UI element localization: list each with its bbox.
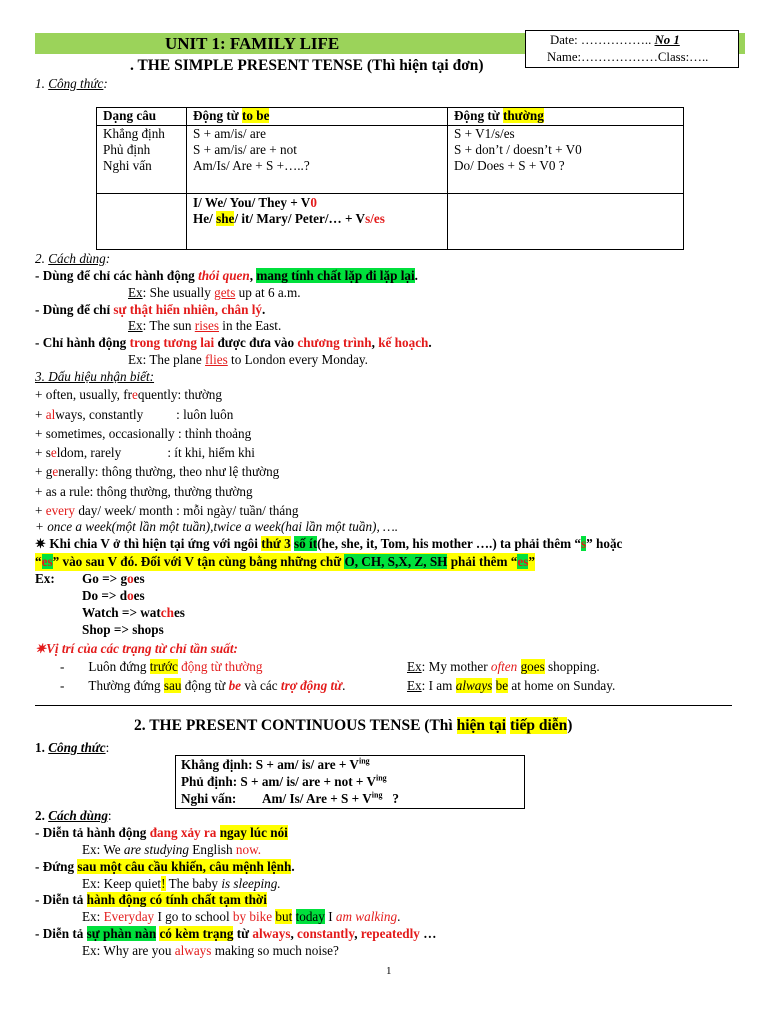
- signal-7: + every day/ week/ month : mỗi ngày/ tuần/ tháng: [35, 503, 299, 518]
- pc-usage-2: - Đứng sau một câu cầu khiến, câu mệnh lệnh.: [35, 859, 295, 874]
- pc-usage-3: - Diễn tả hành động có tính chất tạm thời: [35, 892, 267, 907]
- simple-present-table: [96, 107, 684, 250]
- position-1-example: Ex: My mother often goes shopping.: [407, 659, 600, 674]
- to-be-forms: S + am/is/ are S + am/is/ are + not Am/Is/ Are + S +…..?: [187, 126, 448, 194]
- no-label: No 1: [654, 33, 680, 47]
- usage-heading: 2. Cách dùng:: [35, 251, 111, 266]
- pc-example-2: Ex: Keep quiet! The baby is sleeping.: [82, 876, 281, 891]
- example-2: Ex: The sun rises in the East.: [128, 318, 282, 333]
- signal-1: + often, usually, frequently: thường: [35, 387, 222, 402]
- col-regular-verb: Động từ thường: [448, 108, 684, 126]
- page-number: 1: [386, 965, 392, 977]
- formula-heading: 1. Công thức:: [35, 76, 108, 91]
- unit-title: UNIT 1: FAMILY LIFE: [165, 34, 340, 53]
- pc-formula-box: [175, 755, 525, 809]
- adverb-position-heading: ✷Vị trí của các trạng từ chỉ tần suất:: [35, 641, 238, 656]
- date-label: Date: ……………..: [550, 33, 652, 47]
- signal-6: + as a rule: thông thường, thường thường: [35, 484, 253, 499]
- signal-5: + generally: thông thường, theo như lệ thường: [35, 464, 280, 479]
- pc-usage-heading: 2. Cách dùng:: [35, 808, 112, 823]
- pc-question: Nghi vấn: Am/ Is/ Are + $S + V^{ing}$ ?: [181, 790, 399, 806]
- col-sentence-type: Dạng câu: [97, 108, 187, 126]
- example-shop: Shop => shops: [82, 622, 164, 637]
- col-to-be: Động từ to be: [187, 108, 448, 126]
- pc-usage-4: - Diễn tả sự phàn nàn có kèm trạng từ always, constantly, repeatedly …: [35, 926, 437, 941]
- pc-example-3: Ex: Everyday I go to school by bike but today I am walking.: [82, 909, 401, 924]
- usage-3: - Chỉ hành động trong tương lai được đưa vào chương trình, kế hoạch.: [35, 335, 432, 350]
- pc-example-1: Ex: We are studying English now.: [82, 842, 262, 857]
- pc-usage-1: - Diễn tả hành động đang xảy ra ngay lúc nói: [35, 825, 288, 840]
- star-icon: ✷: [35, 641, 47, 656]
- example-do: Do => does: [82, 588, 145, 603]
- date-box: [525, 30, 739, 68]
- example-3: Ex: The plane flies to London every Monday.: [128, 352, 368, 367]
- pc-formula-heading: 1. Công thức:: [35, 740, 110, 755]
- signs-heading: 3. Dấu hiệu nhận biết:: [35, 369, 155, 384]
- usage-1: - Dùng để chỉ các hành động thói quen, mang tính chất lặp đi lặp lại.: [35, 268, 418, 283]
- section1-title: . THE SIMPLE PRESENT TENSE (Thì hiện tại đơn): [130, 57, 484, 74]
- name-class-label: Name:………………Class:…..: [547, 50, 709, 64]
- pc-example-4: Ex: Why are you always making so much noise?: [82, 943, 339, 958]
- signal-4: + seldom, rarely : ít khi, hiếm khi: [35, 445, 255, 460]
- section-divider: [35, 705, 732, 706]
- position-2-example: Ex: I am always be at home on Sunday.: [407, 678, 616, 693]
- section2-title: 2. THE PRESENT CONTINUOUS TENSE (Thì hiện tại tiếp diễn): [134, 717, 573, 734]
- star-icon: ✷: [35, 536, 47, 551]
- example-label: Ex:: [35, 571, 55, 586]
- sentence-types: Khẳng định Phủ định Nghi vấn: [97, 126, 187, 194]
- pc-negative: Phủ định: S + am/ is/ are + not + $V^{ing}$: [181, 773, 387, 789]
- example-go: Go => goes: [82, 571, 145, 586]
- signal-3: + sometimes, occasionally : thỉnh thoảng: [35, 426, 252, 441]
- example-1: Ex: She usually gets up at 6 a.m.: [128, 285, 301, 300]
- note-line-2: “es” vào sau V đó. Đối với V tận cùng bằng những chữ O, CH, S,X, Z, SH phải thêm “es”: [35, 554, 535, 569]
- signal-2: + always, constantly : luôn luôn: [35, 407, 234, 422]
- position-2: - Thường đứng sau động từ be và các trợ động từ.: [60, 678, 346, 693]
- note-line-1: ✷ Khi chia V ở thì hiện tại ứng với ngôi thứ 3 số ít(he, she, it, Tom, his mother ….) ta phải thêm “s” hoặc: [35, 536, 623, 551]
- pc-affirmative: Khẳng định: S + am/ is/ are + $V^{ing}$: [181, 756, 370, 772]
- example-watch: Watch => watches: [82, 605, 185, 620]
- usage-2: - Dùng để chỉ sự thật hiển nhiên, chân lý.: [35, 302, 266, 317]
- regular-verb-forms: S + V1/s/es S + don’t / doesn’t + V0 Do/ Does + S + V0 ?: [448, 126, 684, 194]
- position-1: - Luôn đứng trước động từ thường: [60, 659, 263, 674]
- subject-verb-rule: I/ We/ You/ They + V0 He/ she/ it/ Mary/ Peter/… + Vs/es: [187, 194, 448, 250]
- signal-8: + once a week(một lần một tuần),twice a week(hai lần một tuần), ….: [35, 519, 399, 534]
